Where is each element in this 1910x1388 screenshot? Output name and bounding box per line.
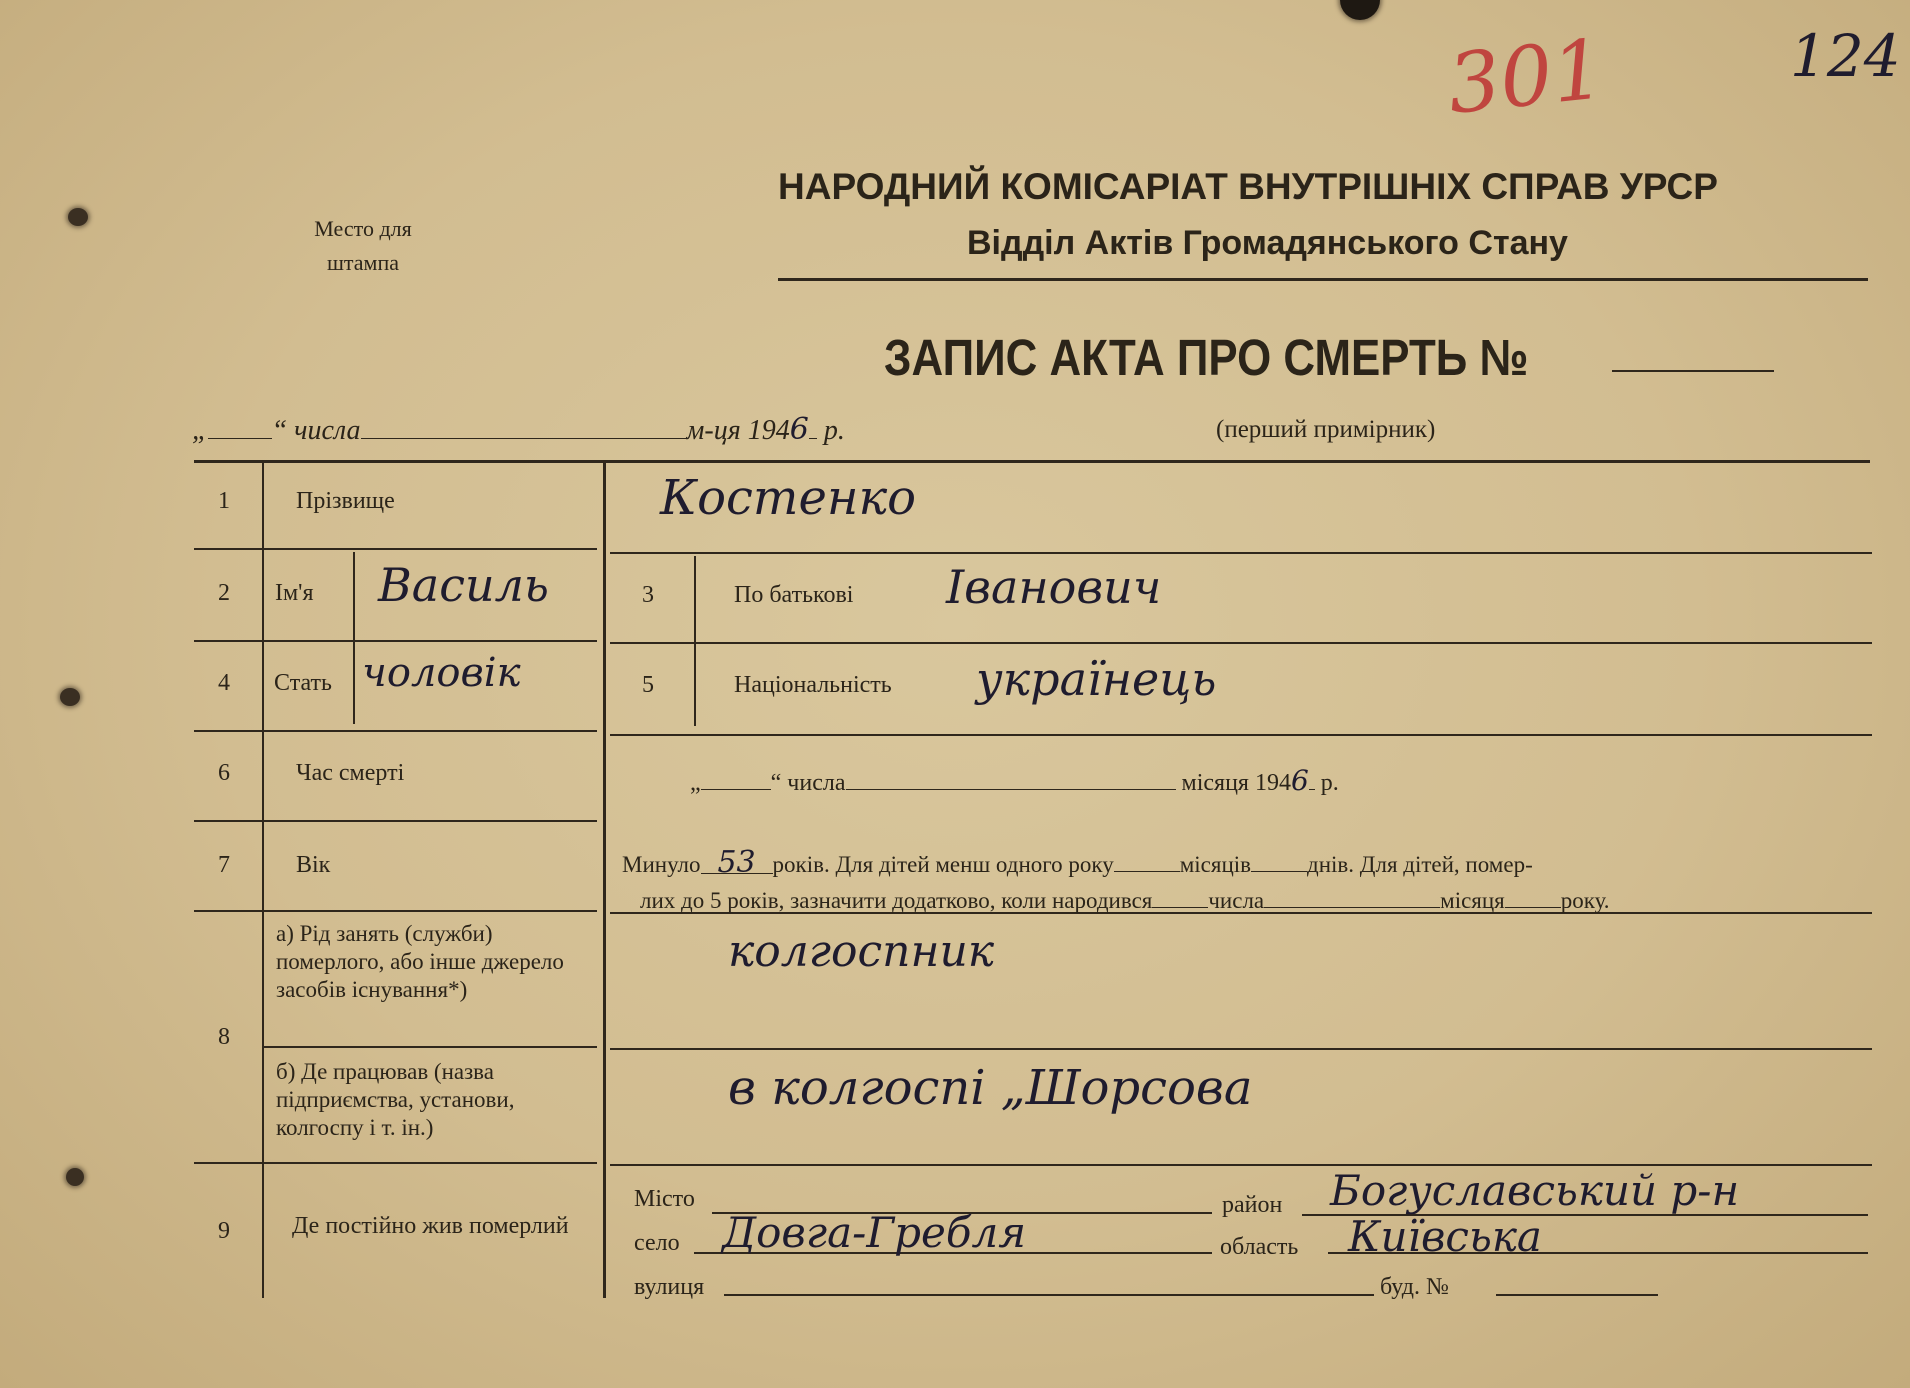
days-blank (1251, 870, 1307, 872)
table-col-divider (694, 556, 696, 726)
death-date-blank (846, 788, 1176, 790)
row-rule (264, 1046, 597, 1048)
death-date-suffix: р. (1320, 770, 1339, 796)
row-3-number: 3 (642, 582, 654, 608)
workplace-value: в колгоспі „Шорсова (728, 1060, 1253, 1116)
sex-label: Стать (274, 670, 332, 696)
row-rule (194, 548, 597, 550)
row-rule (194, 1162, 597, 1164)
house-label: буд. № (1380, 1274, 1449, 1300)
row-rule (194, 910, 597, 912)
nationality-label: Національність (734, 672, 892, 698)
row-4-number: 4 (218, 670, 230, 696)
age-line-1 (622, 845, 1533, 880)
age-text-a: Минуло (622, 852, 701, 877)
city-label: Місто (634, 1186, 695, 1212)
department-title: Відділ Актів Громадянського Стану (967, 224, 1568, 262)
punch-hole (60, 688, 80, 706)
registration-date-line (192, 412, 845, 447)
row-7-number: 7 (218, 852, 230, 878)
birth-day-blank (1152, 906, 1208, 908)
death-day-blank (701, 788, 771, 790)
date-year-digit: 6 (789, 412, 809, 447)
row-rule (610, 734, 1872, 736)
patronymic-label: По батькові (734, 582, 854, 608)
punch-hole (68, 208, 88, 226)
house-blank (1496, 1294, 1658, 1296)
occupation-value: колгоспник (728, 926, 995, 977)
workplace-label: б) Де працював (назва підприємства, установи, колгоспу і т. ін.) (276, 1059, 515, 1140)
months-blank (1114, 870, 1180, 872)
row-1-number: 1 (218, 488, 230, 514)
sheet-number-red: 301 (1443, 22, 1610, 133)
sheet-number-black: 124 (1790, 22, 1901, 90)
table-col-divider (603, 462, 606, 1298)
date-quote: “ числа (271, 415, 361, 446)
age-line-2 (640, 888, 1610, 914)
date-blank (361, 437, 687, 439)
death-date-prefix: „ (690, 770, 701, 796)
row-8-number: 8 (218, 1024, 230, 1050)
district-value: Богуславський р-н (1330, 1166, 1740, 1215)
age-text-e: лих до 5 років, зазначити додатково, коли народився (640, 888, 1153, 913)
sex-value: чоловік (362, 650, 521, 696)
region-value: Київська (1348, 1212, 1542, 1261)
residence-label: Де постійно жив померлий (292, 1213, 569, 1239)
table-col-divider (353, 552, 355, 724)
death-date-line (690, 764, 1339, 797)
row-9-number: 9 (218, 1218, 230, 1244)
surname-label: Прізвище (296, 488, 395, 514)
table-top-rule (194, 460, 1870, 463)
row-rule (610, 552, 1872, 554)
age-text-f: числа (1208, 888, 1265, 913)
header-rule (778, 278, 1868, 281)
row-rule (610, 1048, 1872, 1050)
row-rule (610, 642, 1872, 644)
stamp-place-label: Место для штампа (314, 216, 412, 275)
date-month: м-ця 194 (686, 415, 790, 446)
row-rule (194, 640, 597, 642)
first-name-value: Василь (378, 558, 549, 612)
nationality-value: українець (976, 652, 1217, 706)
copy-note: (перший примірник) (1216, 416, 1436, 443)
ministry-title: НАРОДНИЙ КОМІСАРІАТ ВНУТРІШНІХ СПРАВ УРСР (778, 166, 1718, 207)
row-5-number: 5 (642, 672, 654, 698)
age-value: 53 (701, 853, 773, 874)
table-col-divider (262, 462, 264, 1298)
birth-month-blank (1264, 906, 1440, 908)
age-label: Вік (296, 852, 331, 878)
surname-value: Костенко (660, 470, 917, 526)
village-value: Довга-Гребля (722, 1208, 1027, 1257)
date-prefix: „ (192, 415, 208, 446)
age-text-d: днів. Для дітей, помер- (1307, 852, 1533, 877)
document-title (884, 328, 1633, 387)
age-text-c: місяців (1179, 852, 1252, 877)
death-time-label: Час смерті (296, 760, 405, 786)
district-label: район (1222, 1192, 1283, 1218)
age-text-h: року. (1560, 888, 1610, 913)
document-title-text: ЗАПИС АКТА ПРО СМЕРТЬ № (884, 329, 1529, 386)
occupation-label: а) Рід занять (служби) померлого, або інше джерело засобів існування*) (276, 921, 564, 1002)
village-label: село (634, 1230, 680, 1256)
age-text-g: місяця (1440, 888, 1505, 913)
death-date-month: місяця 194 (1181, 770, 1291, 796)
birth-year-blank (1505, 906, 1561, 908)
street-blank (724, 1294, 1374, 1296)
row-rule (194, 730, 597, 732)
first-name-label: Ім'я (275, 580, 314, 606)
row-2-number: 2 (218, 580, 230, 606)
date-suffix: р. (823, 415, 845, 446)
death-year-blank (1309, 788, 1315, 790)
torn-corner (1340, 0, 1380, 20)
region-label: область (1220, 1234, 1299, 1260)
row-6-number: 6 (218, 760, 230, 786)
patronymic-value: Іванович (946, 560, 1162, 614)
age-text-b: років. Для дітей менш одного року (772, 852, 1114, 877)
row-rule (194, 820, 597, 822)
day-blank (208, 437, 272, 439)
death-date-quote: “ числа (770, 770, 846, 796)
punch-hole (66, 1168, 84, 1186)
year-blank (809, 437, 817, 439)
death-year-digit: 6 (1290, 764, 1309, 797)
street-label: вулиця (634, 1274, 705, 1300)
document-number-blank (1612, 370, 1774, 372)
